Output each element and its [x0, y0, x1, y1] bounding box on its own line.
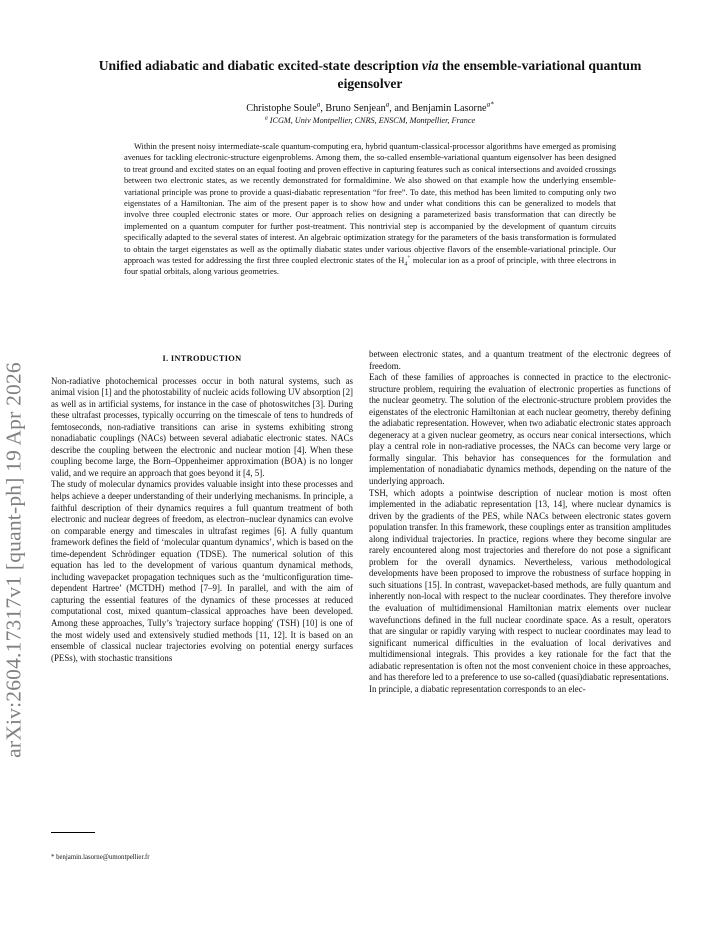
section-heading-introduction: I. INTRODUCTION [162, 354, 242, 363]
footnote-email: * benjamin.lasorne@umontpellier.fr [51, 854, 150, 861]
title-text-via: via [421, 58, 439, 73]
right-column [369, 349, 671, 695]
affiliation [100, 116, 640, 125]
body-paragraph: The study of molecular dynamics provides valuable insight into these processes and helps achieve a deeper understanding of their underlying mechanisms. In principle, a faithful description of their dynamics requires a full quantum treatment of both electronic and nuclear degrees of freedom, as electron–nuclear dynamics can evolve on comparable energy and timescales in ultrafast regimes [6]. A fully quantum framework defines the field of ‘molecular quantum dynamics’, which is based on the time-dependent Schrödinger equation (TDSE). The numerical solution of this equation has led to the development of various quantum dynamical methods, including wavepacket propagation techniques such as the ‘multiconfiguration time-dependent Hartree’ (MCTDH) method [7–9]. In parallel, and with the aim of capturing the essential features of the dynamics of these processes at reduced computational cost, mixed quantum–classical approaches have been developed. Among these approaches, Tully’s 'trajectory surface hopping' (TSH) [10] is one of the most widely used and extensively studied methods [11, 12]. It is based on an ensemble of classical nuclear trajectories evolving on potential energy surfaces (PESs), with stochastic transitions [51, 479, 353, 663]
author-sup-2: a [385, 100, 390, 109]
affiliation-text: ICGM, Univ Montpellier, CNRS, ENSCM, Montpellier, France [267, 116, 476, 125]
author-lasorne: , and Benjamin Lasorne [389, 103, 487, 114]
author-sup-3: a* [486, 100, 494, 109]
body-paragraph: TSH, which adopts a pointwise description of nuclear motion is most often implemented in the adiabatic representation [13, 14], where nuclear dynamics is driven by the gradients of the PES, while NACs between electronic states govern population transfer. In this framework, these couplings enter as transition amplitudes along individual trajectories. In practice, regions where they become singular are rarely encountered along most trajectories and therefore do not pose a significant problem for the overall dynamics. Nevertheless, various methodological developments have been proposed to improve the robustness of surface hopping in such situations [15]. In contrast, wavepacket-based methods, are fully quantum and inherently non-local with respect to the nuclear coordinates. They therefore involve the evaluation of multidimensional Hamiltonian matrix elements over nuclear wavefunctions defined in the full nuclear coordinate space. As a result, operators that are singular or rapidly varying with respect to nuclear coordinates may lead to significant numerical difficulties in the evaluation of local derivatives and multidimensional integrals. This provides a key rationale for the fact that the adiabatic representation is often not the most convenient choice in these approaches, and has therefore led to a preference to use so-called (quasi)diabatic representations. [369, 487, 671, 683]
abstract-text-1: Within the present noisy intermediate-scale quantum-computing era, hybrid quantum-classical-processor algorithms have emerged as promising avenues for tackling electronic-structure eigenproblems. Among them, the so-called ensemble-variational quantum eigensolver has been designed to treat ground and excited states on an equal footing and proven effective in capturing features such as conical intersections and avoided crossings between two electronic states, as we recently demonstrated for formaldimine. We also showed on that example how the underlying ensemble-variational principle was prone to provide a quasi-diabatic representation “for free”. To date, this method has been limited to computing only two eigenstates of a Hamiltonian. The aim of the present paper is to show how and under what conditions this can be generalized to models that involve three coupled electronic states or more. Our approach relies on designing a parameterized basis transformation that can directly be implemented on a quantum computer for further post-treatment. This nontrivial step is accompanied by the development of quantum circuits specifically adapted to the several states of interest. An algebraic optimization strategy for the parameters of the basis transformation is formulated to obtain the target eigenstates as well as the optimally diabatic states under various objective flavors of the ensemble-variational principle. Our approach was tested for addressing the first three coupled electronic states of the H [124, 142, 616, 266]
author-senjean: , Bruno Senjean [320, 103, 386, 114]
abstract-h-sub: 4 [404, 261, 408, 268]
body-paragraph: In principle, a diabatic representation corresponds to an elec- [369, 683, 586, 694]
abstract-h-sup: + [407, 255, 411, 262]
affiliation-sup: a [264, 115, 268, 122]
footnote-divider [51, 832, 95, 833]
title-text-1: Unified adiabatic and diabatic excited-state description [98, 58, 422, 73]
title-text-2: the ensemble-variational quantum eigensolver [337, 58, 642, 91]
abstract [124, 141, 616, 278]
body-paragraph: Non-radiative photochemical processes occur in both natural systems, such as animal vision [1] and the photostability of nucleic acids following UV absorption [2] as well as in artificial systems, for instance in the case of photoswitches [3]. During these ultrafast processes, typically occurring on the timescale of tens to hundreds of femtoseconds, non-radiative transitions can arise in systems exhibiting strong nonadiabatic couplings (NACs) between several adiabatic electronic states. NACs describe the coupling between the electronic and nuclear motion [4]. When these coupling become large, the Born–Oppenheimer approximation (BOA) is no longer valid, and we require an approach that goes beyond it [4, 5]. [51, 375, 353, 478]
author-list [100, 100, 640, 114]
author-sup-1: a [316, 100, 321, 109]
body-paragraph: Each of these families of approaches is connected in practice to the electronic-structure problem, requiring the evaluation of electronic properties as functions of the nuclear geometry. The solution of the electronic-structure problem provides the eigenstates of the electronic Hamiltonian at each nuclear geometry, thereby defining the adiabatic representation. However, when two adiabatic electronic states approach degeneracy at a given nuclear geometry, as occurs near conical intersections, which play a central role in non-radiative processes, the NACs can become very large or formally singular. This behavior has consequences for the formulation and implementation of nonadiabatic dynamics methods, depending on the nature of the underlying approach. [369, 372, 671, 487]
paper-title [80, 57, 660, 93]
arxiv-identifier-text: arXiv:2604.17317v1 [quant-ph] 19 Apr 2026 [1, 362, 26, 758]
body-paragraph: between electronic states, and a quantum treatment of the electronic degrees of freedom. [369, 349, 671, 371]
abstract-paragraph [124, 141, 616, 278]
abstract-text-2: molecular ion as a proof of principle, with three electrons in four spatial orbitals, along various geometries. [124, 256, 616, 277]
author-soule: Christophe Soule [246, 103, 317, 114]
left-column [51, 349, 353, 664]
